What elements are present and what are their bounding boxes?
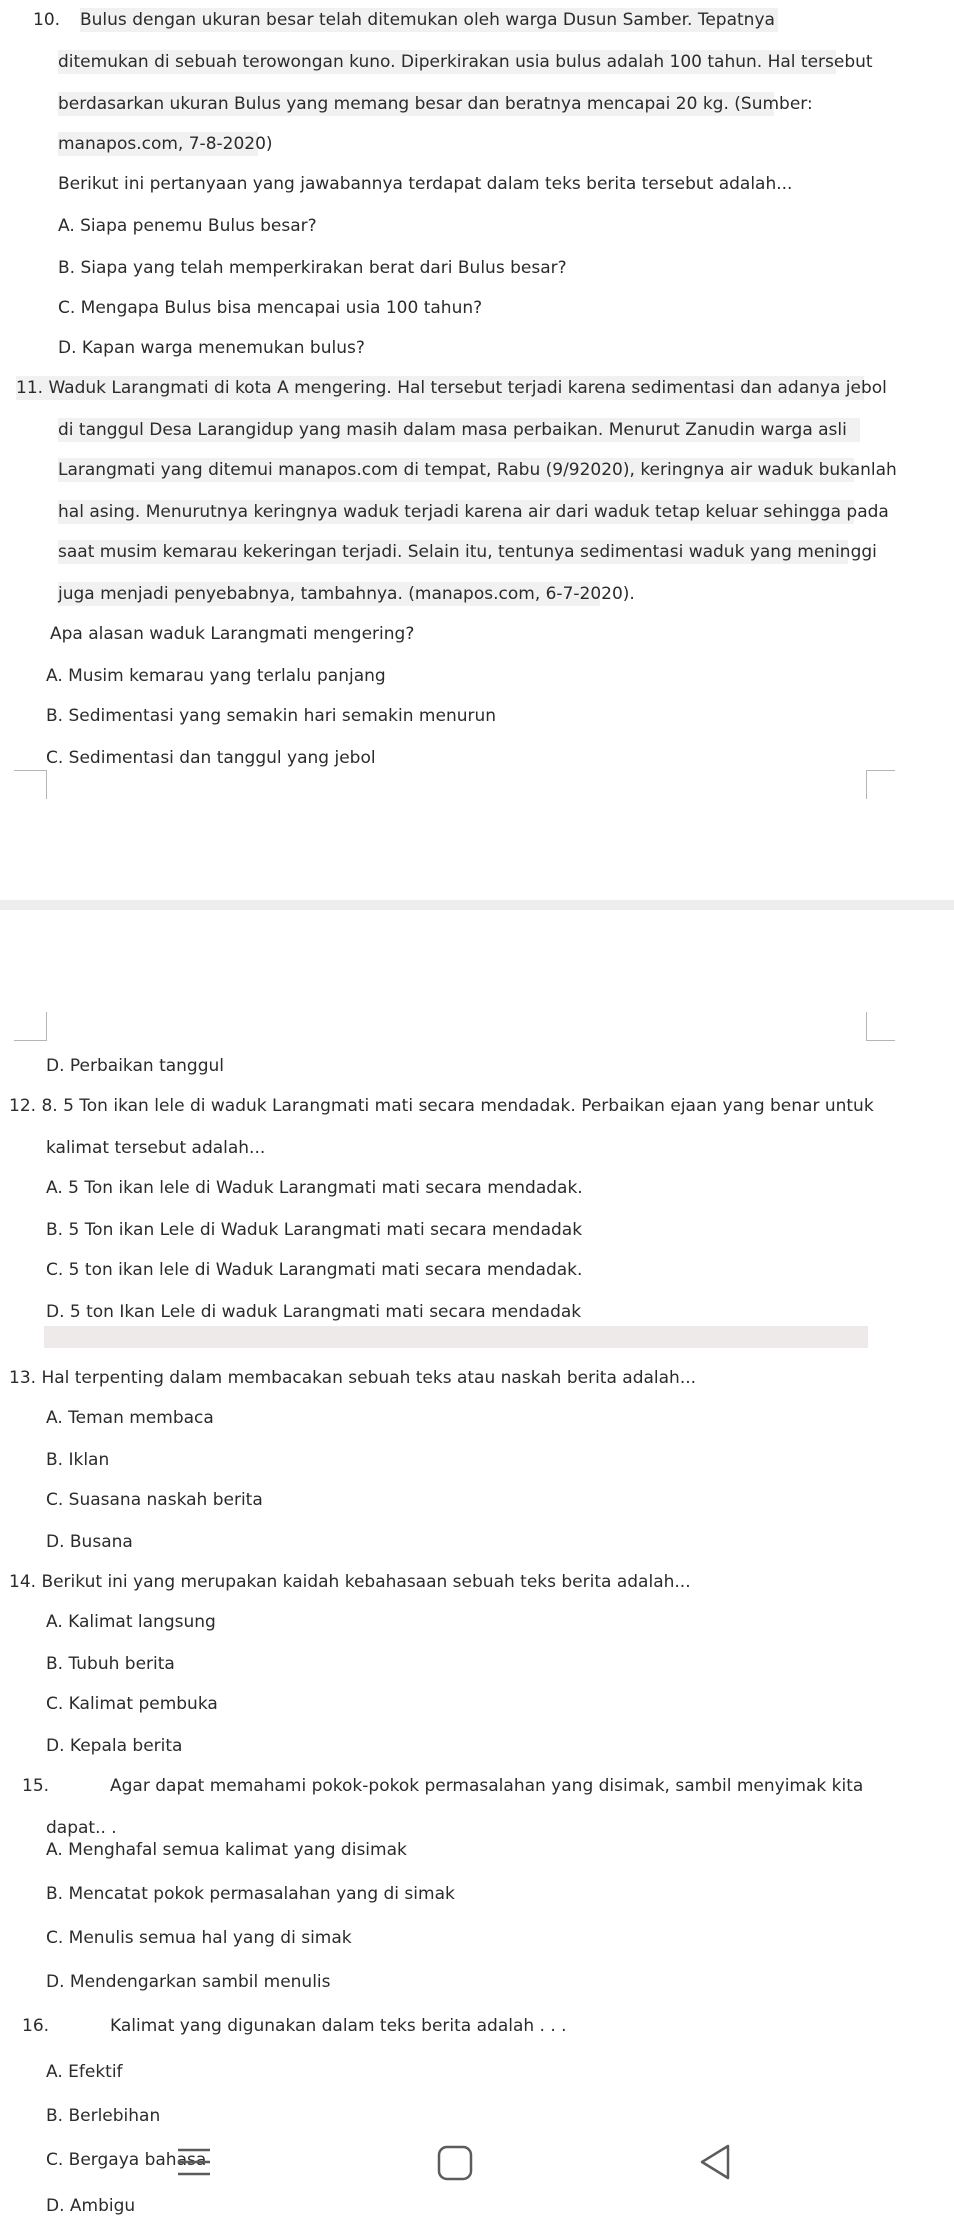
q13-question: 13. Hal terpenting dalam membacakan sebuah teks atau naskah berita adalah... (9, 1368, 697, 1388)
q11-text-line-5: saat musim kemarau kekeringan terjadi. Selain itu, tentunya sedimentasi waduk yang meninggi (58, 542, 877, 562)
q10-question: Berikut ini pertanyaan yang jawabannya terdapat dalam teks berita tersebut adalah... (58, 174, 793, 194)
q15-question-cont: dapat.. . (46, 1818, 117, 1838)
back-icon[interactable] (694, 2140, 738, 2184)
q15-option-c: C. Menulis semua hal yang di simak (46, 1928, 352, 1948)
q10-option-c: C. Mengapa Bulus bisa mencapai usia 100 tahun? (58, 298, 483, 318)
q15-option-a: A. Menghafal semua kalimat yang disimak (46, 1840, 407, 1860)
q12-option-a: A. 5 Ton ikan lele di Waduk Larangmati mati secara mendadak. (46, 1178, 583, 1198)
document-page-top (0, 0, 954, 900)
crop-mark-bottom-right (866, 770, 895, 799)
q10-option-a: A. Siapa penemu Bulus besar? (58, 216, 317, 236)
q11-text-line-3: Larangmati yang ditemui manapos.com di tempat, Rabu (9/92020), keringnya air waduk bukanlah (58, 460, 897, 480)
q11-option-c: C. Sedimentasi dan tanggul yang jebol (46, 748, 376, 768)
q13-option-b: B. Iklan (46, 1450, 110, 1470)
q15-number: 15. (22, 1776, 50, 1796)
page-gap (0, 900, 954, 910)
q15-option-d: D. Mendengarkan sambil menulis (46, 1972, 331, 1992)
q11-option-d: D. Perbaikan tanggul (46, 1056, 225, 1076)
q11-text-line-2: di tanggul Desa Larangidup yang masih dalam masa perbaikan. Menurut Zanudin warga asli (58, 418, 860, 442)
q14-option-a: A. Kalimat langsung (46, 1612, 216, 1632)
home-icon[interactable] (436, 2144, 474, 2182)
q11-text-line-4: hal asing. Menurutnya keringnya waduk terjadi karena air dari waduk tetap keluar sehingga pada (58, 502, 889, 522)
document-page-bottom (0, 910, 954, 2225)
crop-mark-top-right (866, 1012, 895, 1041)
q12-text-line-2: kalimat tersebut adalah... (46, 1138, 266, 1158)
q16-question: Kalimat yang digunakan dalam teks berita adalah . . . (110, 2016, 567, 2036)
q12-option-c: C. 5 ton ikan lele di Waduk Larangmati mati secara mendadak. (46, 1260, 583, 1280)
q11-option-a: A. Musim kemarau yang terlalu panjang (46, 666, 386, 686)
q10-text-line-1: Bulus dengan ukuran besar telah ditemukan oleh warga Dusun Samber. Tepatnya (80, 8, 778, 32)
q11-question: Apa alasan waduk Larangmati mengering? (50, 624, 415, 644)
q16-option-b: B. Berlebihan (46, 2106, 161, 2126)
q11-text-line-6: juga menjadi penyebabnya, tambahnya. (manapos.com, 6-7-2020). (58, 584, 635, 604)
q15-option-b: B. Mencatat pokok permasalahan yang di simak (46, 1884, 455, 1904)
q14-option-b: B. Tubuh berita (46, 1654, 175, 1674)
shaded-band (44, 1326, 868, 1348)
q14-question: 14. Berikut ini yang merupakan kaidah kebahasaan sebuah teks berita adalah... (9, 1572, 691, 1592)
recent-apps-icon[interactable] (174, 2144, 214, 2180)
q11-option-b: B. Sedimentasi yang semakin hari semakin menurun (46, 706, 497, 726)
q13-option-c: C. Suasana naskah berita (46, 1490, 263, 1510)
q16-option-c: C. Bergaya bahasa (46, 2150, 207, 2170)
q14-option-d: D. Kepala berita (46, 1736, 183, 1756)
q16-number: 16. (22, 2016, 50, 2036)
q16-option-a: A. Efektif (46, 2062, 123, 2082)
q10-number: 10. (33, 10, 61, 30)
q12-option-b: B. 5 Ton ikan Lele di Waduk Larangmati mati secara mendadak (46, 1220, 583, 1240)
q12-option-d: D. 5 ton Ikan Lele di waduk Larangmati mati secara mendadak (46, 1302, 582, 1322)
q12-text-line-1: 12. 8. 5 Ton ikan lele di waduk Larangmati mati secara mendadak. Perbaikan ejaan yang benar untuk (9, 1096, 874, 1116)
q16-option-d: D. Ambigu (46, 2196, 136, 2216)
q15-question: Agar dapat memahami pokok-pokok permasalahan yang disimak, sambil menyimak kita (110, 1776, 864, 1796)
q14-option-c: C. Kalimat pembuka (46, 1694, 218, 1714)
q10-option-d: D. Kapan warga menemukan bulus? (58, 338, 365, 358)
q10-text-line-3: berdasarkan ukuran Bulus yang memang besar dan beratnya mencapai 20 kg. (Sumber: (58, 94, 813, 114)
q10-text-line-4: manapos.com, 7-8-2020) (58, 134, 273, 154)
crop-mark-bottom-left (14, 770, 47, 799)
q13-option-a: A. Teman membaca (46, 1408, 214, 1428)
crop-mark-top-left (14, 1012, 47, 1041)
q11-text-line-1: 11. Waduk Larangmati di kota A mengering. Hal tersebut terjadi karena sedimentasi dan adanya jebol (16, 378, 887, 398)
q10-text-line-2: ditemukan di sebuah terowongan kuno. Diperkirakan usia bulus adalah 100 tahun. Hal tersebut (58, 52, 873, 72)
q10-option-b: B. Siapa yang telah memperkirakan berat dari Bulus besar? (58, 258, 567, 278)
q13-option-d: D. Busana (46, 1532, 133, 1552)
